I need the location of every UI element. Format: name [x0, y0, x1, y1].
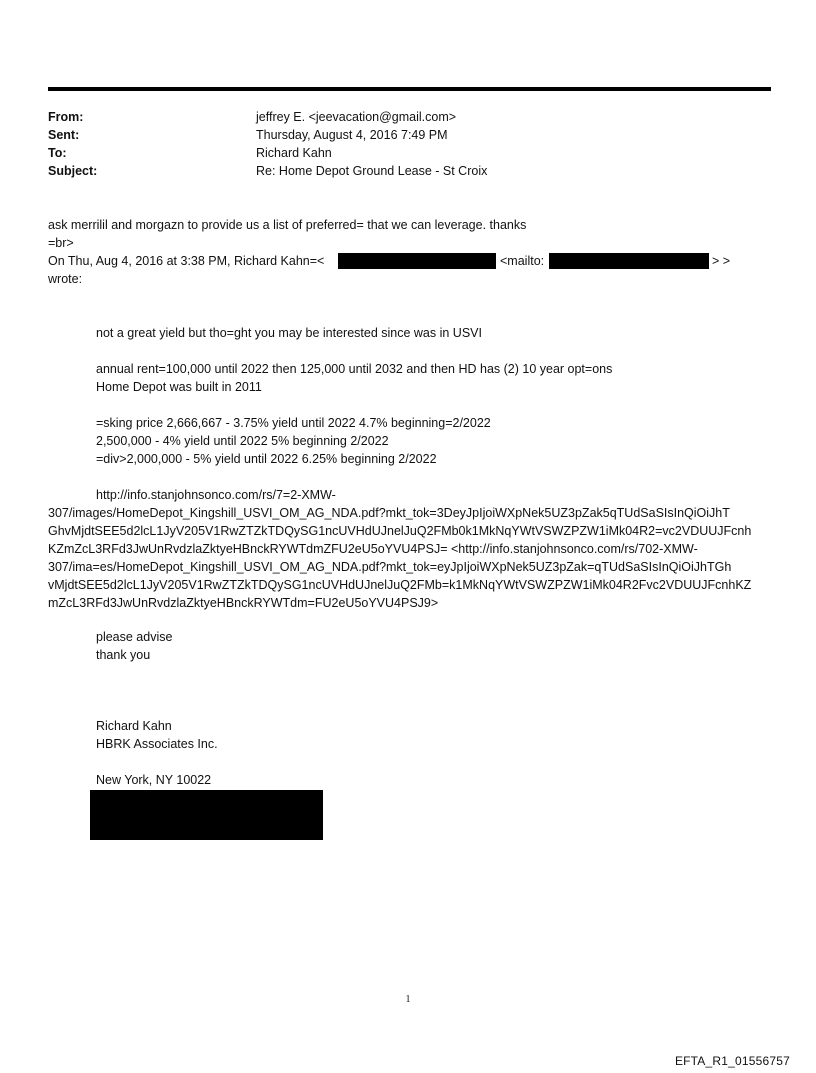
- sent-label: Sent:: [48, 128, 80, 142]
- signature-name: Richard Kahn: [96, 719, 172, 733]
- signature-company: HBRK Associates Inc.: [96, 737, 218, 751]
- redaction-box: [549, 253, 709, 269]
- url-line: GhvMjdtSEE5d2lcL1JyV205V1RwZTZkTDQySG1ncUVHdUJnelJuQ2FMb0k1MkNqYWtVSWZPZW1iMk04R2=vc2VDUUJFcnh: [48, 524, 752, 538]
- br-text: =br>: [48, 236, 74, 250]
- quote-intro-end: > >: [712, 254, 731, 268]
- document-id: EFTA_R1_01556757: [674, 1054, 790, 1068]
- subject-label: Subject:: [48, 164, 98, 178]
- quoted-line: not a great yield but tho=ght you may be interested since was in USVI: [96, 326, 482, 340]
- advise-text: please advise: [96, 630, 173, 644]
- quoted-line: 2,500,000 - 4% yield until 2022 5% beginning 2/2022: [96, 434, 389, 448]
- url-line: vMjdtSEE5d2lcL1JyV205V1RwZTZkTDQySG1ncUVHdUJnelJuQ2FMb=k1MkNqYWtVSWZPZW1iMk04R2Fvc2VDUUJFcnhKZ: [48, 578, 752, 592]
- quote-intro-wrote: wrote:: [48, 272, 83, 286]
- quote-intro-mailto: <mailto:: [500, 254, 545, 268]
- url-line: 307/ima=es/HomeDepot_Kingshill_USVI_OM_AG_NDA.pdf?mkt_tok=eyJpIjoiWXpNek5UZ3pZak=qTUdSaSIsInQiOiJhTGh: [48, 560, 732, 574]
- redaction-box: [90, 790, 323, 840]
- quoted-line: Home Depot was built in 2011: [96, 380, 262, 394]
- url-line: KZmZcL3RFd3JwUnRvdzlaZktyeHBnckRYWTdmZFU2eU5oYVU4PSJ= <http://info.stanjohnsonco.com/rs/702-XMW-: [48, 542, 698, 556]
- to-value: Richard Kahn: [256, 146, 332, 160]
- thanks-text: thank you: [96, 648, 151, 662]
- url-line: mZcL3RFd3JwUnRvdzlaZktyeHBnckRYWTdm=FU2eU5oYVU4PSJ9>: [48, 596, 439, 610]
- url-line: 307/images/HomeDepot_Kingshill_USVI_OM_AG_NDA.pdf?mkt_tok=3DeyJpIjoiWXpNek5UZ3pZak5qTUdSaSIsInQiOiJhT: [48, 506, 730, 520]
- to-label: To:: [48, 146, 67, 160]
- header-rule: [48, 87, 771, 91]
- subject-value: Re: Home Depot Ground Lease - St Croix: [256, 164, 488, 178]
- url-line: http://info.stanjohnsonco.com/rs/7=2-XMW-: [96, 488, 336, 502]
- redaction-box: [338, 253, 496, 269]
- from-value: jeffrey E. <jeevacation@gmail.com>: [256, 110, 457, 124]
- quote-intro-start: On Thu, Aug 4, 2016 at 3:38 PM, Richard Kahn=<: [48, 254, 325, 268]
- reply-text: ask merrilil and morgazn to provide us a list of preferred= that we can leverage. thanks: [48, 218, 527, 232]
- signature-city: New York, NY 10022: [96, 773, 212, 787]
- page-number: 1: [405, 994, 411, 1005]
- from-label: From:: [48, 110, 84, 124]
- sent-value: Thursday, August 4, 2016 7:49 PM: [256, 128, 448, 142]
- quoted-line: annual rent=100,000 until 2022 then 125,000 until 2032 and then HD has (2) 10 year opt=ons: [96, 362, 613, 376]
- quoted-line: =div>2,000,000 - 5% yield until 2022 6.25% beginning 2/2022: [96, 452, 437, 466]
- quoted-line: =sking price 2,666,667 - 3.75% yield until 2022 4.7% beginning=2/2022: [96, 416, 491, 430]
